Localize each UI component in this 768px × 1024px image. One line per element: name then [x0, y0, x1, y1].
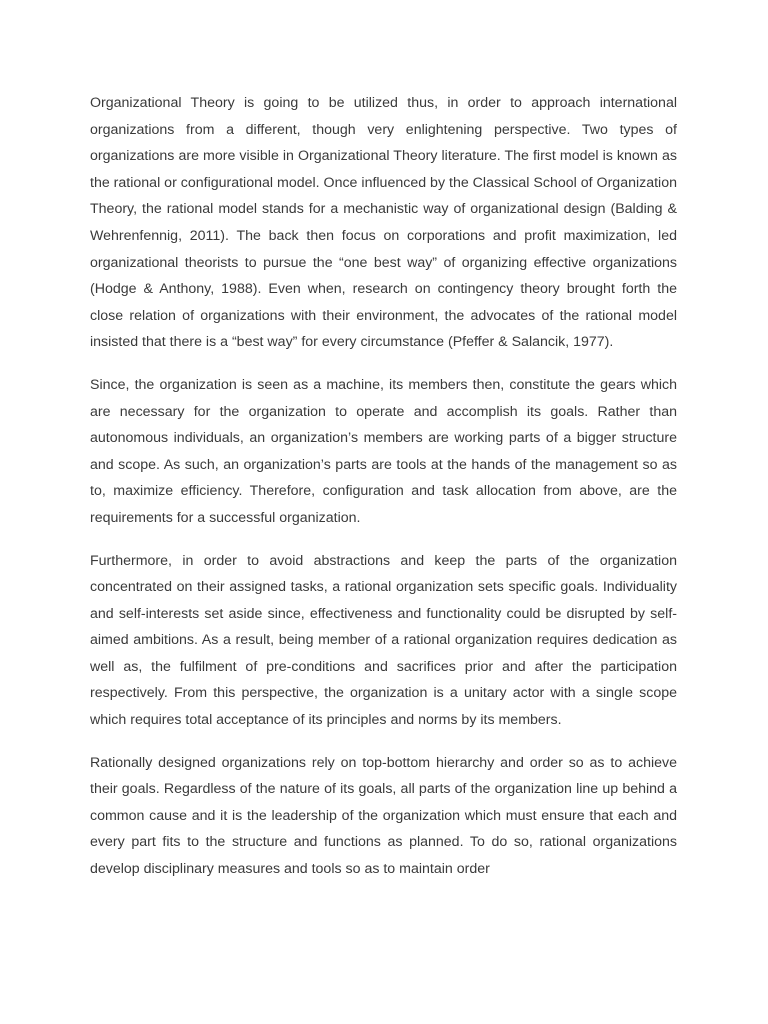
paragraph-1: Organizational Theory is going to be utilized thus, in order to approach international organizations from a different, though very enlightening perspective. Two types of organizations are more visible in Organizational Theory literature. The first model is known as the rational or configurational model. Once influenced by the Classical School of Organization Theory, the rational model stands for a mechanistic way of organizational design (Balding & Wehrenfennig, 2011). The back then focus on corporations and profit maximization, led organizational theorists to pursue the “one best way” of organizing effective organizations (Hodge & Anthony, 1988). Even when, research on contingency theory brought forth the close relation of organizations with their environment, the advocates of the rational model insisted that there is a “best way” for every circumstance (Pfeffer & Salancik, 1977). [90, 95, 677, 351]
paragraph-3: Furthermore, in order to avoid abstractions and keep the parts of the organization concentrated on their assigned tasks, a rational organization sets specific goals. Individuality and self-interests set aside since, effectiveness and functionality could be disrupted by self-aimed ambitions. As a result, being member of a rational organization requires dedication as well as, the fulfilment of pre-conditions and sacrifices prior and after the participation respectively. From this perspective, the organization is a unitary actor with a single scope which requires total acceptance of its principles and norms by its members. [90, 552, 677, 729]
paragraph-4: Rationally designed organizations rely on top-bottom hierarchy and order so as to achieve their goals. Regardless of the nature of its goals, all parts of the organization line up behind a common cause and it is the leadership of the organization which must ensure that each and every part fits to the structure and functions as planned. To do so, rational organizations develop disciplinary measures and tools so as to maintain order [90, 754, 677, 878]
paragraph-2: Since, the organization is seen as a machine, its members then, constitute the gears which are necessary for the organization to operate and accomplish its goals. Rather than autonomous individuals, an organization’s members are working parts of a bigger structure and scope. As such, an organization’s parts are tools at the hands of the management so as to, maximize efficiency. Therefore, configuration and task allocation from above, are the requirements for a successful organization. [90, 376, 677, 526]
document-body [90, 90, 677, 899]
